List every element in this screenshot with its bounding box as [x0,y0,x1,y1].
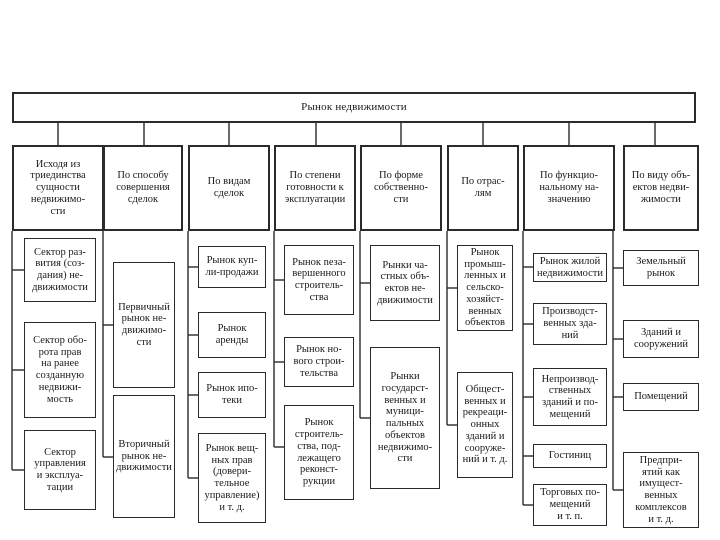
column-header-transaction-method: По способу совершения сделок [103,145,183,231]
item-non-production-buildings: Непроизвод- ственных зданий и по- мещений [533,368,607,426]
column-header-deal-types: По видам сделок [188,145,270,231]
item-circulation-sector: Сектор обо- рота прав на ранее созданную недвижи- мость [24,322,96,418]
item-production-buildings: Производст- венных зда- ний [533,303,607,345]
item-buildings-structures: Зданий и сооружений [623,320,699,358]
column-header-functional-purpose: По функцио- нальному на- значению [523,145,615,231]
item-land-market: Земельный рынок [623,250,699,286]
item-public-recreational: Общест- венных и рекреаци- онных зданий и сооруже- ний и т. д. [457,372,513,478]
column-header-object-types: По виду объ- ектов недви- жимости [623,145,699,231]
item-residential: Рынок жилой недвижимости [533,253,607,282]
item-industrial-agricultural: Рынок промыш- ленных и сельско- хозяйст- венных объектов [457,245,513,331]
column-header-ownership: По форме собственно- сти [360,145,442,231]
item-mortgage-market: Рынок ипо- теки [198,372,266,418]
item-unfinished-construction: Рынок neза- вершенного строитель- ства [284,245,354,315]
item-state-municipal-objects: Рынки государст- венных и муници- пальных объектов недвижимо- сти [370,347,440,489]
item-primary-market: Первичный рынок не- движимо- сти [113,262,175,388]
item-private-objects: Рынки ча- стных объ- ектов не- движимости [370,245,440,321]
item-enterprises-complexes: Предпри- ятий как имущест- венных комплексов и т. д. [623,452,699,528]
column-header-industries: По отрас- лям [447,145,519,231]
item-property-rights-market: Рынок вещ- ных прав (довери- тельное управление) и т. д. [198,433,266,523]
item-new-construction: Рынок но- вого строи- тельства [284,337,354,387]
column-header-trinity: Исходя из триединства сущности недвижимо- сти [12,145,104,231]
item-reconstruction: Рынок строитель- ства, под- лежащего реконст- рукции [284,405,354,500]
item-retail-premises: Торговых по- мещений и т. п. [533,484,607,526]
item-management-sector: Сектор управления и эксплуа- тации [24,430,96,510]
item-premises: Помещений [623,383,699,411]
diagram-title: Рынок недвижимости [12,92,696,123]
item-rent-market: Рынок аренды [198,312,266,358]
item-secondary-market: Вторичный рынок не- движимости [113,395,175,518]
column-header-readiness: По степени готовности к эксплуатации [274,145,356,231]
item-sale-market: Рынок куп- ли-продажи [198,246,266,288]
item-development-sector: Сектор раз- вития (соз- дания) не- движимости [24,238,96,302]
item-hotels: Гостиниц [533,444,607,468]
